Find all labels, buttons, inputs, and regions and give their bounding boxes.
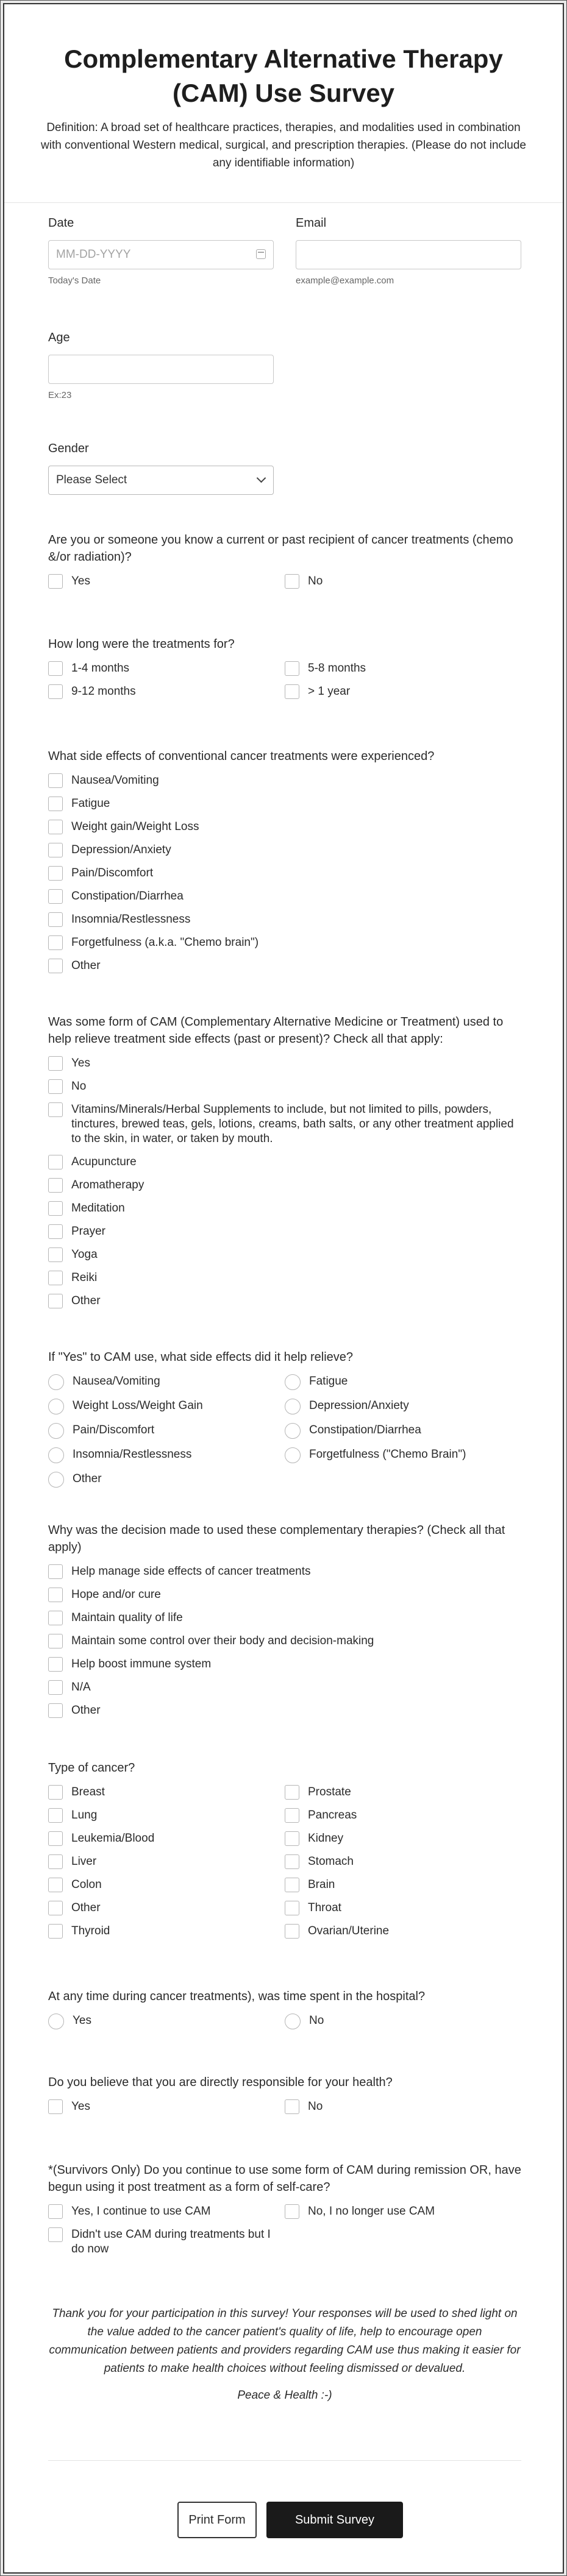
checkbox[interactable]: [285, 2099, 299, 2114]
option-no[interactable]: [285, 2099, 521, 2114]
question-label: How long were the treatments for?: [48, 637, 235, 651]
option-other[interactable]: [48, 1294, 521, 1308]
checkbox[interactable]: [48, 1247, 63, 1262]
option-weight[interactable]: [48, 820, 521, 834]
option-over-1-year[interactable]: [285, 684, 521, 699]
options-grid: [48, 1374, 521, 1496]
option-label: No: [309, 2014, 324, 2027]
option-other[interactable]: [48, 1472, 285, 1488]
checkbox[interactable]: [285, 2204, 299, 2219]
date-input[interactable]: [48, 240, 274, 269]
options-grid: [48, 1785, 521, 1947]
option-other[interactable]: [48, 1703, 521, 1718]
option-forgetfulness[interactable]: [285, 1447, 521, 1463]
checkbox[interactable]: [48, 820, 63, 834]
option-label: Forgetfulness ("Chemo Brain"): [309, 1448, 466, 1461]
date-placeholder: MM-DD-YYYY: [56, 248, 131, 261]
checkbox[interactable]: [48, 574, 63, 589]
option-hope-cure[interactable]: [48, 1588, 521, 1602]
option-supplements[interactable]: [48, 1102, 521, 1146]
option-label: Other: [71, 1294, 101, 1307]
checkbox[interactable]: [285, 684, 299, 699]
option-pain[interactable]: [48, 866, 521, 881]
question-survivors: [48, 2162, 521, 2265]
radio-button[interactable]: [285, 2014, 301, 2029]
checkbox[interactable]: [48, 2204, 63, 2219]
age-input[interactable]: [48, 355, 274, 384]
option-label: Fatigue: [309, 1375, 348, 1388]
question-label: Type of cancer?: [48, 1761, 135, 1775]
question-duration: [48, 636, 521, 708]
print-form-button[interactable]: Print Form: [177, 2502, 257, 2538]
submit-survey-button[interactable]: Submit Survey: [266, 2502, 403, 2538]
thank-you-section: [48, 2305, 521, 2405]
option-label: Prostate: [308, 1786, 351, 1798]
option-label: Liver: [71, 1855, 97, 1868]
chevron-down-icon: [257, 474, 266, 483]
checkbox[interactable]: [48, 1634, 63, 1648]
option-other[interactable]: [48, 959, 521, 973]
options-grid: [48, 2099, 521, 2123]
option-9-12-months[interactable]: [48, 684, 285, 699]
option-manage-side-effects[interactable]: [48, 1564, 521, 1579]
signoff-text: Peace & Health :-): [237, 2389, 332, 2402]
option-reiki[interactable]: [48, 1271, 521, 1285]
age-field-group: [48, 329, 521, 400]
checkbox[interactable]: [48, 797, 63, 811]
checkbox[interactable]: [48, 773, 63, 788]
option-na[interactable]: [48, 1680, 521, 1695]
checkbox[interactable]: [285, 1785, 299, 1800]
option-label: Yes, I continue to use CAM: [71, 2205, 211, 2218]
option-label: Kidney: [308, 1832, 344, 1845]
calendar-icon[interactable]: [256, 249, 266, 259]
option-label: Aromatherapy: [71, 1179, 144, 1191]
option-fatigue[interactable]: [285, 1374, 521, 1390]
option-nausea[interactable]: [48, 773, 521, 788]
checkbox[interactable]: [48, 1831, 63, 1846]
question-label: *(Survivors Only) Do you continue to use some form of CAM during remission OR, have begun using it post treatment as a form of self-care?: [48, 2163, 521, 2194]
age-sublabel: Ex:23: [48, 390, 72, 400]
option-continue[interactable]: [48, 2204, 285, 2219]
radio-button[interactable]: [48, 2014, 64, 2029]
options-list: [48, 773, 521, 973]
date-sublabel: Today's Date: [48, 275, 101, 286]
option-label: > 1 year: [308, 685, 351, 698]
checkbox[interactable]: [48, 684, 63, 699]
checkbox[interactable]: [48, 843, 63, 857]
option-label: Ovarian/Uterine: [308, 1925, 390, 1937]
option-label: Nausea/Vomiting: [73, 1375, 160, 1388]
option-meditation[interactable]: [48, 1201, 521, 1216]
email-sublabel: example@example.com: [296, 275, 394, 286]
radio-button[interactable]: [48, 1399, 64, 1414]
email-field-group: [296, 215, 521, 286]
option-label: Other: [71, 1704, 101, 1717]
option-no-longer[interactable]: [285, 2204, 521, 2219]
date-field-group: [48, 215, 274, 286]
gender-field-group: [48, 440, 521, 495]
option-ovarian[interactable]: [285, 1924, 521, 1939]
option-label: Reiki: [71, 1271, 98, 1284]
option-label: Brain: [308, 1878, 335, 1891]
option-label: Yoga: [71, 1248, 98, 1261]
checkbox[interactable]: [48, 1224, 63, 1239]
option-label: Other: [73, 1472, 102, 1485]
option-label: Help manage side effects of cancer treatments: [71, 1565, 311, 1578]
radio-button[interactable]: [48, 1472, 64, 1488]
options-list: [48, 1056, 521, 1308]
option-label: Throat: [308, 1901, 341, 1914]
checkbox[interactable]: [48, 1611, 63, 1625]
checkbox[interactable]: [48, 1657, 63, 1672]
age-label: Age: [48, 331, 70, 344]
option-label: Maintain some control over their body and decision-making: [71, 1634, 374, 1647]
question-cancer-type: [48, 1759, 521, 1947]
checkbox[interactable]: [285, 1854, 299, 1869]
thank-you-text: Thank you for your participation in this survey! Your responses will be used to shed light on the value added to the cancer patient's quality of life, help to encourage open communication between patients and providers regarding CAM use thus making it easier for patients to make health choices without feeling dismissed or devalued.: [49, 2307, 521, 2375]
option-label: Weight Loss/Weight Gain: [73, 1399, 203, 1412]
option-yes[interactable]: [48, 1056, 521, 1071]
option-weight[interactable]: [48, 1399, 285, 1414]
option-yes[interactable]: [48, 2014, 285, 2029]
option-label: Hope and/or cure: [71, 1588, 161, 1601]
option-stomach[interactable]: [285, 1854, 521, 1869]
checkbox[interactable]: [285, 661, 299, 676]
option-5-8-months[interactable]: [285, 661, 521, 676]
options-list: [48, 1564, 521, 1718]
option-no[interactable]: [285, 2014, 521, 2029]
option-depression[interactable]: [285, 1399, 521, 1414]
option-constipation[interactable]: [285, 1423, 521, 1439]
option-label: Leukemia/Blood: [71, 1832, 155, 1845]
options-grid: [48, 574, 521, 597]
question-label: Do you believe that you are directly responsible for your health?: [48, 2076, 393, 2089]
option-label: Nausea/Vomiting: [71, 774, 159, 787]
options-grid: [48, 661, 521, 708]
option-forgetfulness[interactable]: [48, 935, 521, 950]
option-yoga[interactable]: [48, 1247, 521, 1262]
question-label: At any time during cancer treatments), was time spent in the hospital?: [48, 1990, 426, 2003]
option-started-after[interactable]: [48, 2227, 280, 2257]
options-grid: [48, 2204, 521, 2265]
option-breast[interactable]: [48, 1785, 285, 1800]
checkbox[interactable]: [285, 574, 299, 589]
option-acupuncture[interactable]: [48, 1155, 521, 1169]
option-label: Constipation/Diarrhea: [71, 890, 184, 903]
option-label: No: [71, 1080, 87, 1093]
option-throat[interactable]: [285, 1901, 521, 1915]
option-other[interactable]: [48, 1901, 285, 1915]
option-label: No: [308, 2100, 323, 2113]
option-label: Lung: [71, 1809, 98, 1822]
option-constipation[interactable]: [48, 889, 521, 904]
checkbox[interactable]: [48, 1056, 63, 1071]
option-prostate[interactable]: [285, 1785, 521, 1800]
checkbox[interactable]: [285, 1878, 299, 1892]
option-nausea[interactable]: [48, 1374, 285, 1390]
checkbox[interactable]: [48, 2099, 63, 2114]
checkbox[interactable]: [48, 1878, 63, 1892]
option-label: Didn't use CAM during treatments but I do now: [71, 2228, 271, 2255]
option-label: Acupuncture: [71, 1155, 137, 1168]
option-leukemia[interactable]: [48, 1831, 285, 1846]
email-input[interactable]: [296, 240, 521, 269]
option-yes[interactable]: [48, 2099, 285, 2114]
option-label: Other: [71, 1901, 101, 1914]
option-label: Yes: [73, 2014, 91, 2027]
checkbox[interactable]: [48, 1703, 63, 1718]
question-why: [48, 1522, 521, 1726]
option-label: Help boost immune system: [71, 1658, 212, 1670]
gender-selected-value: Please Select: [56, 474, 127, 486]
option-label: 9-12 months: [71, 685, 136, 698]
option-label: Colon: [71, 1878, 102, 1891]
option-label: Prayer: [71, 1225, 105, 1238]
option-label: Yes: [71, 1057, 90, 1070]
option-label: Pain/Discomfort: [73, 1424, 155, 1436]
checkbox[interactable]: [48, 889, 63, 904]
checkbox[interactable]: [48, 912, 63, 927]
question-label: Was some form of CAM (Complementary Alternative Medicine or Treatment) used to help relieve treatment side effects (past or present)? Check all that apply:: [48, 1015, 504, 1046]
question-recipient: [48, 531, 521, 597]
question-hospital: [48, 1988, 521, 2038]
divider: [48, 2460, 521, 2461]
question-cam-used: [48, 1013, 521, 1317]
radio-button[interactable]: [48, 1374, 64, 1390]
option-label: N/A: [71, 1681, 91, 1694]
form-card: [3, 3, 564, 2574]
option-control[interactable]: [48, 1634, 521, 1648]
checkbox[interactable]: [48, 1564, 63, 1579]
form-title: Complementary Alternative Therapy (CAM) Use Survey: [64, 44, 503, 107]
radio-button[interactable]: [285, 1423, 301, 1439]
question-label: Why was the decision made to used these complementary therapies? (Check all that apply): [48, 1524, 505, 1554]
option-immune[interactable]: [48, 1657, 521, 1672]
checkbox[interactable]: [48, 935, 63, 950]
option-label: Depression/Anxiety: [71, 843, 171, 856]
option-label: Thyroid: [71, 1925, 110, 1937]
gender-select[interactable]: [48, 466, 274, 495]
question-label: What side effects of conventional cancer treatments were experienced?: [48, 750, 435, 763]
option-liver[interactable]: [48, 1854, 285, 1869]
date-email-row: [48, 215, 521, 286]
option-label: Other: [71, 959, 101, 972]
radio-button[interactable]: [285, 1447, 301, 1463]
checkbox[interactable]: [48, 866, 63, 881]
option-label: Insomnia/Restlessness: [71, 913, 191, 926]
checkbox[interactable]: [48, 1155, 63, 1169]
option-label: 5-8 months: [308, 662, 366, 675]
checkbox[interactable]: [48, 2227, 63, 2242]
gender-label: Gender: [48, 442, 89, 455]
option-label: Depression/Anxiety: [309, 1399, 409, 1412]
checkbox[interactable]: [48, 1680, 63, 1695]
option-1-4-months[interactable]: [48, 661, 285, 676]
option-label: No: [308, 575, 323, 587]
option-pancreas[interactable]: [285, 1808, 521, 1823]
checkbox[interactable]: [285, 1901, 299, 1915]
checkbox[interactable]: [285, 1808, 299, 1823]
checkbox[interactable]: [48, 1854, 63, 1869]
option-label: Breast: [71, 1786, 105, 1798]
option-label: Stomach: [308, 1855, 354, 1868]
option-label: Maintain quality of life: [71, 1611, 183, 1624]
option-insomnia[interactable]: [48, 912, 521, 927]
checkbox[interactable]: [48, 1588, 63, 1602]
option-label: Vitamins/Minerals/Herbal Supplements to include, but not limited to pills, powders, tinctures, brewed teas, gels, lotions, creams, bath salts, or any other treatment applied to the skin, in water, or taken by mouth.: [71, 1103, 514, 1145]
form-description: Definition: A broad set of healthcare practices, therapies, and modalities used in combination with conventional Western medical, surgical, and prescription therapies. (Please do not include any identifiable information): [41, 121, 526, 169]
checkbox[interactable]: [48, 1924, 63, 1939]
option-lung[interactable]: [48, 1808, 285, 1823]
option-insomnia[interactable]: [48, 1447, 285, 1463]
checkbox[interactable]: [48, 661, 63, 676]
option-label: Pancreas: [308, 1809, 357, 1822]
option-quality-of-life[interactable]: [48, 1611, 521, 1625]
option-colon[interactable]: [48, 1878, 285, 1892]
option-kidney[interactable]: [285, 1831, 521, 1846]
option-label: Constipation/Diarrhea: [309, 1424, 421, 1436]
question-cam-help: [48, 1349, 521, 1496]
radio-button[interactable]: [48, 1447, 64, 1463]
checkbox[interactable]: [48, 959, 63, 973]
option-yes[interactable]: [48, 574, 285, 589]
option-prayer[interactable]: [48, 1224, 521, 1239]
checkbox[interactable]: [48, 1271, 63, 1285]
option-label: Yes: [71, 575, 90, 587]
question-label: If "Yes" to CAM use, what side effects did it help relieve?: [48, 1350, 354, 1364]
option-pain[interactable]: [48, 1423, 285, 1439]
option-fatigue[interactable]: [48, 797, 521, 811]
question-label: Are you or someone you know a current or past recipient of cancer treatments (chemo &/or radiation)?: [48, 533, 513, 564]
checkbox[interactable]: [48, 1808, 63, 1823]
option-label: Insomnia/Restlessness: [73, 1448, 192, 1461]
form-header: [4, 4, 563, 203]
option-depression[interactable]: [48, 843, 521, 857]
option-label: Meditation: [71, 1202, 125, 1215]
option-no[interactable]: [48, 1079, 521, 1094]
option-brain[interactable]: [285, 1878, 521, 1892]
checkbox[interactable]: [48, 1178, 63, 1193]
option-label: Forgetfulness (a.k.a. "Chemo brain"): [71, 936, 259, 949]
checkbox[interactable]: [48, 1079, 63, 1094]
options-grid: [48, 2014, 521, 2038]
checkbox[interactable]: [48, 1201, 63, 1216]
radio-button[interactable]: [48, 1423, 64, 1439]
option-label: 1-4 months: [71, 662, 130, 675]
option-label: Pain/Discomfort: [71, 867, 154, 879]
radio-button[interactable]: [285, 1399, 301, 1414]
email-label: Email: [296, 216, 327, 230]
checkbox[interactable]: [48, 1785, 63, 1800]
option-label: Fatigue: [71, 797, 110, 810]
date-label: Date: [48, 216, 74, 230]
option-label: No, I no longer use CAM: [308, 2205, 435, 2218]
checkbox[interactable]: [285, 1831, 299, 1846]
option-thyroid[interactable]: [48, 1924, 285, 1939]
question-responsible: [48, 2074, 521, 2123]
option-label: Yes: [71, 2100, 90, 2113]
option-no[interactable]: [285, 574, 521, 589]
question-side-effects: [48, 748, 521, 982]
radio-button[interactable]: [285, 1374, 301, 1390]
option-label: Weight gain/Weight Loss: [71, 820, 199, 833]
checkbox[interactable]: [285, 1924, 299, 1939]
checkbox[interactable]: [48, 1901, 63, 1915]
option-aromatherapy[interactable]: [48, 1178, 521, 1193]
checkbox[interactable]: [48, 1102, 63, 1117]
checkbox[interactable]: [48, 1294, 63, 1308]
